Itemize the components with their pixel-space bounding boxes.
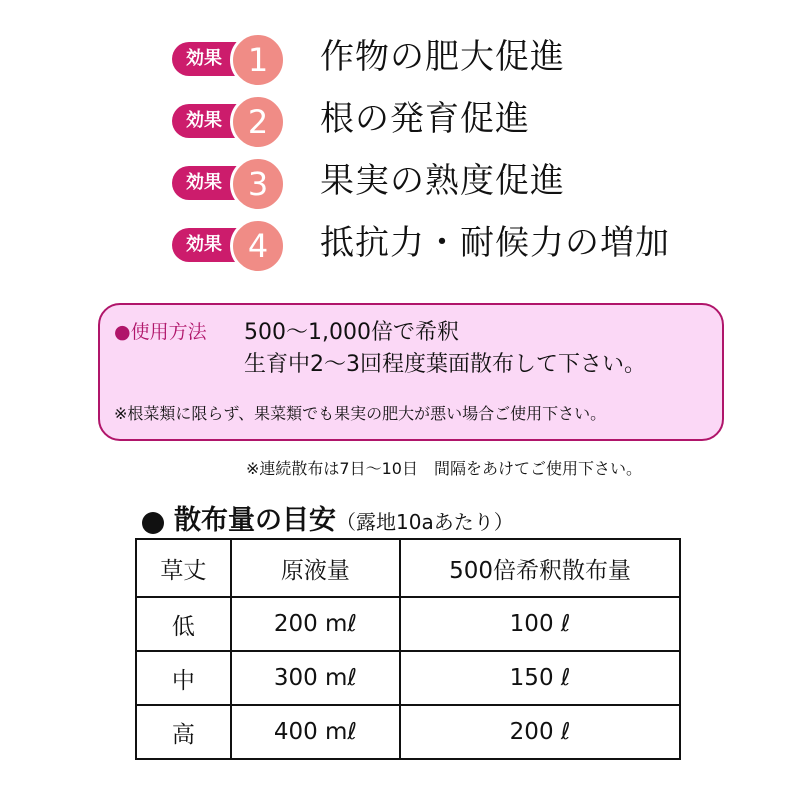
spray-instruction: 生育中2〜3回程度葉面散布して下さい。	[244, 352, 646, 377]
effect-tag: 効果	[172, 42, 258, 76]
effect-number: 4	[230, 218, 286, 274]
interval-note: ※連続散布は7日〜10日 間隔をあけてご使用下さい。	[246, 459, 642, 478]
effect-text: 抵抗力・耐候力の増加	[320, 223, 670, 263]
effect-number: 2	[230, 94, 286, 150]
table-cell: 低	[136, 597, 231, 651]
effect-number: 3	[230, 156, 286, 212]
table-row	[136, 597, 680, 651]
effect-tag: 効果	[172, 104, 258, 138]
rate-guide-title: 散布量の目安	[174, 505, 336, 536]
table-cell: 200 ℓ	[400, 705, 680, 759]
table-row	[136, 651, 680, 705]
effect-text: 根の発育促進	[320, 99, 530, 139]
effect-item-3	[172, 152, 732, 214]
effect-tag: 効果	[172, 166, 258, 200]
rate-guide-subtitle: （露地10aあたり）	[336, 510, 514, 534]
effect-tag: 効果	[172, 228, 258, 262]
table-cell: 高	[136, 705, 231, 759]
table-cell: 200 mℓ	[231, 597, 400, 651]
table-cell: 400 mℓ	[231, 705, 400, 759]
effect-text: 作物の肥大促進	[320, 37, 565, 77]
dilution-instruction: 500〜1,000倍で希釈	[244, 320, 459, 345]
rate-guide-heading	[142, 498, 514, 537]
effect-item-4	[172, 214, 732, 276]
column-header: 草丈	[136, 539, 231, 597]
table-cell: 300 mℓ	[231, 651, 400, 705]
table-cell: 中	[136, 651, 231, 705]
table-row	[136, 705, 680, 759]
bullet-icon	[142, 512, 164, 534]
table-header-row	[136, 539, 680, 597]
usage-panel	[98, 303, 724, 441]
effect-text: 果実の熟度促進	[320, 161, 565, 201]
table-cell: 100 ℓ	[400, 597, 680, 651]
effect-item-2	[172, 90, 732, 152]
column-header: 原液量	[231, 539, 400, 597]
usage-note: ※根菜類に限らず、果菜類でも果実の肥大が悪い場合ご使用下さい。	[114, 404, 607, 423]
usage-label: ●使用方法	[114, 321, 207, 343]
table-cell: 150 ℓ	[400, 651, 680, 705]
rate-table	[135, 538, 681, 760]
column-header: 500倍希釈散布量	[400, 539, 680, 597]
effect-item-1	[172, 28, 732, 90]
effect-number: 1	[230, 32, 286, 88]
effects-list	[172, 28, 732, 276]
